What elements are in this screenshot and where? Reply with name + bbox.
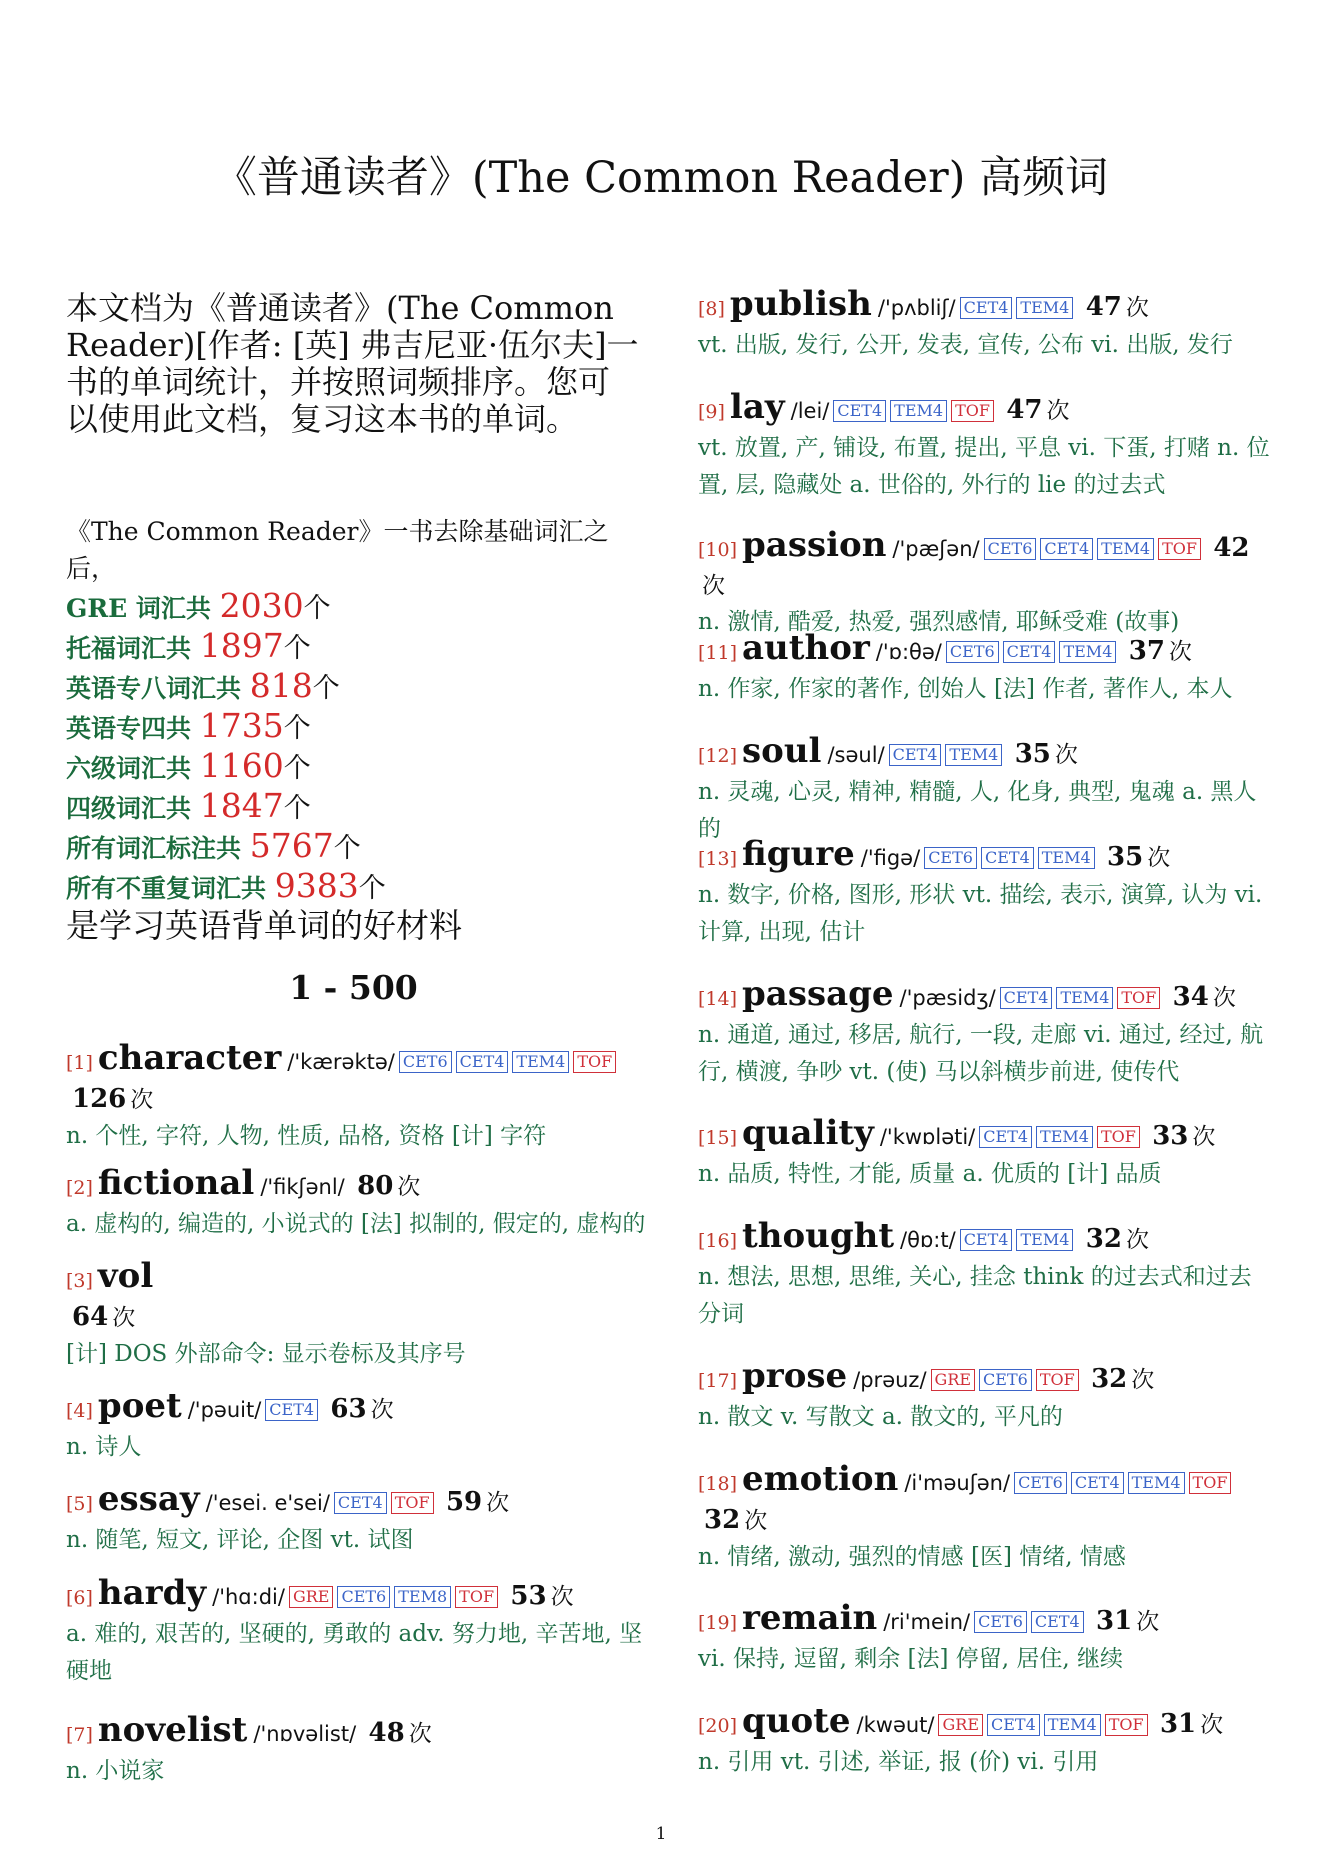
entry-word: author: [742, 628, 870, 668]
intro-paragraph: 本文档为《普通读者》(The Common Reader)[作者: [英] 弗吉尼亚·伍尔夫]一书的单词统计，并按照词频排序。您可以使用此文档，复习这本书的单词。: [66, 289, 639, 438]
level-tag: CET6: [946, 641, 999, 663]
level-tag: CET4: [889, 744, 942, 766]
word-entry: [66, 1712, 646, 1790]
entry-count-unit: 次: [486, 1490, 510, 1516]
stat-line: [66, 667, 646, 707]
entry-definition: n. 数字, 价格, 图形, 形状 vt. 描绘, 表示, 演算, 认为 vi. 计算, 出现, 估计: [698, 882, 1263, 945]
entry-phonetic: /'hɑ:di/: [212, 1585, 285, 1609]
entry-index: [4]: [66, 1400, 93, 1422]
entry-index: [11]: [698, 642, 738, 664]
entry-word: lay: [729, 387, 785, 427]
entry-phonetic: /'fikʃənl/: [260, 1175, 345, 1199]
entry-definition: n. 激情, 酷爱, 热爱, 强烈感情, 耶稣受难 (故事): [698, 609, 1180, 635]
entry-index: [20]: [698, 1715, 738, 1737]
level-tag: CET4: [265, 1399, 318, 1421]
entry-index: [17]: [698, 1370, 738, 1392]
entry-index: [15]: [698, 1127, 738, 1149]
word-entry: [698, 1115, 1273, 1193]
entry-phonetic: /'kwɒləti/: [879, 1125, 976, 1149]
entry-count: 53: [510, 1581, 547, 1611]
word-entry: [698, 1703, 1273, 1781]
entry-word: soul: [742, 731, 822, 771]
level-tag: TOF: [1117, 987, 1160, 1009]
entry-index: [10]: [698, 539, 738, 561]
word-entry: [698, 389, 1273, 504]
entry-count-unit: 次: [1192, 1124, 1216, 1150]
word-entry: [698, 1218, 1273, 1333]
level-tag: GRE: [938, 1714, 983, 1736]
level-tag: GRE: [289, 1586, 334, 1608]
entry-count-unit: 次: [1200, 1712, 1224, 1738]
entry-count-unit: 次: [1147, 845, 1171, 871]
level-tag: CET6: [979, 1369, 1032, 1391]
word-entry: [698, 1358, 1273, 1436]
word-entry: [698, 1461, 1273, 1576]
level-tag: TOF: [1189, 1472, 1232, 1494]
level-tag: CET4: [1000, 987, 1053, 1009]
level-tag: TEM4: [890, 400, 947, 422]
entry-count-unit: 次: [1046, 398, 1070, 424]
entry-phonetic: /ri'mein/: [883, 1610, 971, 1634]
level-tag: TEM4: [1097, 538, 1154, 560]
level-tag: TOF: [1105, 1714, 1148, 1736]
level-tag: CET6: [924, 847, 977, 869]
stat-label: 所有不重复词汇共: [66, 874, 275, 903]
entry-count-unit: 次: [397, 1174, 421, 1200]
entry-word: vol: [97, 1256, 154, 1296]
entry-count: 31: [1159, 1709, 1197, 1739]
stat-value: 1847: [199, 786, 284, 825]
entry-word: prose: [742, 1356, 848, 1396]
level-tag: CET6: [399, 1051, 452, 1073]
entry-count: 47: [1085, 292, 1122, 322]
entry-word: poet: [97, 1386, 182, 1426]
entry-phonetic: /'esei. e'sei/: [205, 1491, 330, 1515]
entry-count-unit: 次: [1054, 742, 1078, 768]
entry-definition: a. 难的, 艰苦的, 坚硬的, 勇敢的 adv. 努力地, 辛苦地, 坚硬地: [66, 1621, 643, 1684]
level-tag: TEM4: [1038, 847, 1095, 869]
stat-unit: 个: [283, 793, 311, 824]
entry-definition: n. 引用 vt. 引述, 举证, 报 (价) vi. 引用: [698, 1749, 1099, 1775]
entry-phonetic: /'pəuit/: [187, 1398, 262, 1422]
entry-count-unit: 次: [1212, 985, 1236, 1011]
entry-phonetic: /'pæsidʒ/: [899, 986, 996, 1010]
level-tag: TEM4: [1128, 1472, 1185, 1494]
entry-count: 47: [1006, 395, 1043, 425]
word-entry: [698, 1600, 1273, 1678]
range-heading: 1 - 500: [289, 968, 418, 1007]
stat-label: GRE 词汇共: [66, 594, 220, 623]
level-tag: CET4: [334, 1492, 387, 1514]
stat-line: [66, 827, 646, 867]
entry-count: 35: [1107, 842, 1144, 872]
stat-unit: 个: [283, 633, 311, 664]
level-tag: TEM4: [1056, 987, 1113, 1009]
entry-phonetic: /səul/: [827, 743, 885, 767]
stat-label: 英语专八词汇共: [66, 674, 250, 703]
entry-count-unit: 次: [702, 573, 725, 599]
word-entry: [698, 836, 1273, 951]
entry-word: passion: [742, 525, 887, 565]
stat-value: 1897: [199, 626, 284, 665]
document-title: 《普通读者》(The Common Reader) 高频词: [213, 153, 1109, 203]
entry-phonetic: /'nɒvəlist/: [253, 1722, 357, 1746]
stat-label: 英语专四共: [66, 714, 200, 743]
level-tag: TEM4: [1036, 1126, 1093, 1148]
stat-value: 1735: [199, 706, 284, 745]
entry-phonetic: /kwəut/: [856, 1713, 935, 1737]
level-tag: TEM4: [512, 1051, 569, 1073]
entry-count: 32: [1091, 1364, 1128, 1394]
entry-count-unit: 次: [112, 1305, 136, 1331]
entry-word: figure: [742, 834, 855, 874]
level-tag: CET4: [981, 847, 1034, 869]
level-tag: TEM4: [1059, 641, 1116, 663]
entry-index: [12]: [698, 745, 738, 767]
stat-line: [66, 707, 646, 747]
entry-word: novelist: [97, 1710, 248, 1750]
entry-count: 33: [1152, 1121, 1189, 1151]
entry-count-unit: 次: [1125, 1227, 1149, 1253]
stat-label: 四级词汇共: [66, 794, 200, 823]
entry-count: 42: [1213, 533, 1250, 563]
level-tag: CET4: [1031, 1611, 1084, 1633]
stat-unit: 个: [283, 753, 311, 784]
entry-count: 35: [1014, 739, 1051, 769]
entry-phonetic: /prəuz/: [853, 1368, 927, 1392]
level-tag: TEM4: [1016, 297, 1073, 319]
entry-word: essay: [97, 1479, 200, 1519]
entry-word: hardy: [97, 1573, 207, 1613]
stat-value: 5767: [249, 826, 334, 865]
level-tag: CET6: [984, 538, 1037, 560]
entry-index: [18]: [698, 1473, 738, 1495]
level-tag: TOF: [1158, 538, 1201, 560]
entry-phonetic: /'kærəktə/: [287, 1050, 395, 1074]
level-tag: TOF: [951, 400, 994, 422]
level-tag: CET4: [960, 297, 1013, 319]
level-tag: GRE: [931, 1369, 976, 1391]
entry-count-unit: 次: [408, 1721, 432, 1747]
word-entry: [66, 1258, 646, 1373]
word-entry: [698, 976, 1273, 1091]
stat-line: [66, 747, 646, 787]
entry-word: quote: [742, 1701, 851, 1741]
entry-count: 31: [1096, 1606, 1133, 1636]
entry-count: 63: [330, 1394, 367, 1424]
level-tag: CET6: [1014, 1472, 1067, 1494]
entry-word: passage: [742, 974, 894, 1014]
entry-definition: n. 通道, 通过, 移居, 航行, 一段, 走廊 vi. 通过, 经过, 航行, 横渡, 争吵 vt. (使) 马以斜横步前进, 使传代: [698, 1022, 1264, 1085]
entry-count-unit: 次: [130, 1087, 154, 1113]
entry-word: character: [97, 1038, 282, 1078]
stats-lead: 《The Common Reader》一书去除基础词汇之后，: [66, 517, 609, 583]
entry-index: [14]: [698, 988, 738, 1010]
level-tag: CET4: [960, 1229, 1013, 1251]
stat-unit: 个: [333, 833, 361, 864]
stat-unit: 个: [312, 673, 340, 704]
level-tag: TOF: [1097, 1126, 1140, 1148]
entry-count-unit: 次: [370, 1397, 394, 1423]
entry-definition: n. 个性, 字符, 人物, 性质, 品格, 资格 [计] 字符: [66, 1123, 547, 1149]
word-entry: [698, 527, 1273, 641]
stat-label: 所有词汇标注共: [66, 834, 250, 863]
entry-phonetic: /'figə/: [860, 846, 921, 870]
entry-definition: n. 随笔, 短文, 评论, 企图 vt. 试图: [66, 1527, 414, 1553]
entry-definition: n. 想法, 思想, 思维, 关心, 挂念 think 的过去式和过去分词: [698, 1264, 1252, 1327]
level-tag: CET4: [1003, 641, 1056, 663]
entry-count-unit: 次: [550, 1584, 574, 1610]
level-tag: CET4: [833, 400, 886, 422]
level-tag: TOF: [391, 1492, 434, 1514]
stat-label: 托福词汇共: [66, 634, 200, 663]
entry-word: quality: [742, 1113, 874, 1153]
entry-count: 34: [1172, 982, 1209, 1012]
stat-value: 1160: [199, 746, 284, 785]
level-tag: TEM8: [394, 1586, 451, 1608]
level-tag: CET4: [979, 1126, 1032, 1148]
entry-index: [19]: [698, 1612, 738, 1634]
word-entry: [698, 630, 1273, 708]
stat-unit: 个: [283, 713, 311, 744]
level-tag: TEM4: [1016, 1229, 1073, 1251]
entry-index: [1]: [66, 1052, 93, 1074]
stat-value: 9383: [274, 866, 359, 905]
entry-count: 59: [445, 1487, 483, 1517]
stat-line: [66, 587, 646, 627]
entry-phonetic: /θɒ:t/: [900, 1228, 956, 1252]
entry-count-unit: 次: [1136, 1609, 1160, 1635]
entry-definition: vi. 保持, 逗留, 剩余 [法] 停留, 居住, 继续: [698, 1646, 1124, 1672]
entry-count: 37: [1128, 636, 1165, 666]
entry-phonetic: /'pʌbliʃ/: [877, 296, 956, 320]
stat-unit: 个: [358, 873, 386, 904]
level-tag: CET4: [456, 1051, 509, 1073]
word-entry: [66, 1575, 646, 1690]
level-tag: TOF: [1036, 1369, 1079, 1391]
entry-phonetic: /i'məuʃən/: [904, 1471, 1011, 1495]
entry-definition: n. 品质, 特性, 才能, 质量 a. 优质的 [计] 品质: [698, 1161, 1162, 1187]
entry-definition: n. 小说家: [66, 1758, 165, 1784]
level-tag: CET6: [337, 1586, 390, 1608]
entry-count: 32: [1085, 1224, 1122, 1254]
level-tag: CET4: [1071, 1472, 1124, 1494]
entry-phonetic: /'pæʃən/: [892, 537, 980, 561]
entry-count: 32: [704, 1505, 741, 1535]
level-tag: CET4: [987, 1714, 1040, 1736]
entry-index: [5]: [66, 1493, 93, 1515]
entry-count-unit: 次: [1131, 1367, 1155, 1393]
word-entry: [698, 733, 1273, 848]
entry-index: [8]: [698, 298, 725, 320]
entry-phonetic: /lei/: [790, 399, 830, 423]
entry-index: [3]: [66, 1270, 93, 1292]
stats-block: [66, 513, 646, 945]
entry-definition: n. 诗人: [66, 1434, 142, 1460]
entry-count: 126: [72, 1084, 127, 1114]
stat-line: [66, 867, 646, 907]
word-entry: [66, 1165, 646, 1243]
closing-line: 是学习英语背单词的好材料: [66, 906, 462, 945]
entry-definition: [计] DOS 外部命令: 显示卷标及其序号: [66, 1341, 466, 1367]
entry-index: [9]: [698, 401, 725, 423]
entry-definition: n. 作家, 作家的著作, 创始人 [法] 作者, 著作人, 本人: [698, 676, 1233, 702]
entry-word: thought: [742, 1216, 895, 1256]
page-number: 1: [655, 1824, 667, 1844]
stat-line: [66, 627, 646, 667]
level-tag: TOF: [573, 1051, 616, 1073]
entry-count-unit: 次: [1168, 639, 1192, 665]
entry-count: 80: [357, 1171, 394, 1201]
entry-index: [13]: [698, 848, 738, 870]
entry-count-unit: 次: [744, 1508, 768, 1534]
stat-line: [66, 787, 646, 827]
stat-value: 2030: [219, 586, 304, 625]
entry-index: [16]: [698, 1230, 738, 1252]
entry-definition: vt. 放置, 产, 铺设, 布置, 提出, 平息 vi. 下蛋, 打赌 n. 位置, 层, 隐藏处 a. 世俗的, 外行的 lie 的过去式: [698, 435, 1270, 498]
level-tag: CET6: [974, 1611, 1027, 1633]
entry-phonetic: /'ɒ:θə/: [875, 640, 942, 664]
level-tag: TOF: [455, 1586, 498, 1608]
level-tag: CET4: [1040, 538, 1093, 560]
word-entry: [66, 1388, 646, 1466]
stat-unit: 个: [303, 593, 331, 624]
word-entry: [66, 1481, 646, 1559]
entry-index: [6]: [66, 1587, 93, 1609]
level-tag: TEM4: [945, 744, 1002, 766]
level-tag: TEM4: [1044, 1714, 1101, 1736]
entry-definition: vt. 出版, 发行, 公开, 发表, 宣传, 公布 vi. 出版, 发行: [698, 332, 1233, 358]
entry-count-unit: 次: [1125, 295, 1149, 321]
word-entry: [66, 1040, 646, 1155]
entry-word: publish: [729, 284, 872, 324]
stat-value: 818: [249, 666, 313, 705]
word-entry: [698, 286, 1273, 364]
entry-word: emotion: [742, 1459, 899, 1499]
entry-definition: a. 虚构的, 编造的, 小说式的 [法] 拟制的, 假定的, 虚构的: [66, 1211, 646, 1237]
stat-label: 六级词汇共: [66, 754, 200, 783]
entry-word: fictional: [97, 1163, 255, 1203]
entry-definition: n. 情绪, 激动, 强烈的情感 [医] 情绪, 情感: [698, 1544, 1126, 1570]
entry-definition: n. 灵魂, 心灵, 精神, 精髓, 人, 化身, 典型, 鬼魂 a. 黑人的: [698, 779, 1257, 842]
entry-word: remain: [742, 1598, 878, 1638]
entry-index: [2]: [66, 1177, 93, 1199]
entry-count: 48: [368, 1718, 405, 1748]
entry-count: 64: [72, 1302, 109, 1332]
entry-definition: n. 散文 v. 写散文 a. 散文的, 平凡的: [698, 1404, 1063, 1430]
entry-index: [7]: [66, 1724, 93, 1746]
